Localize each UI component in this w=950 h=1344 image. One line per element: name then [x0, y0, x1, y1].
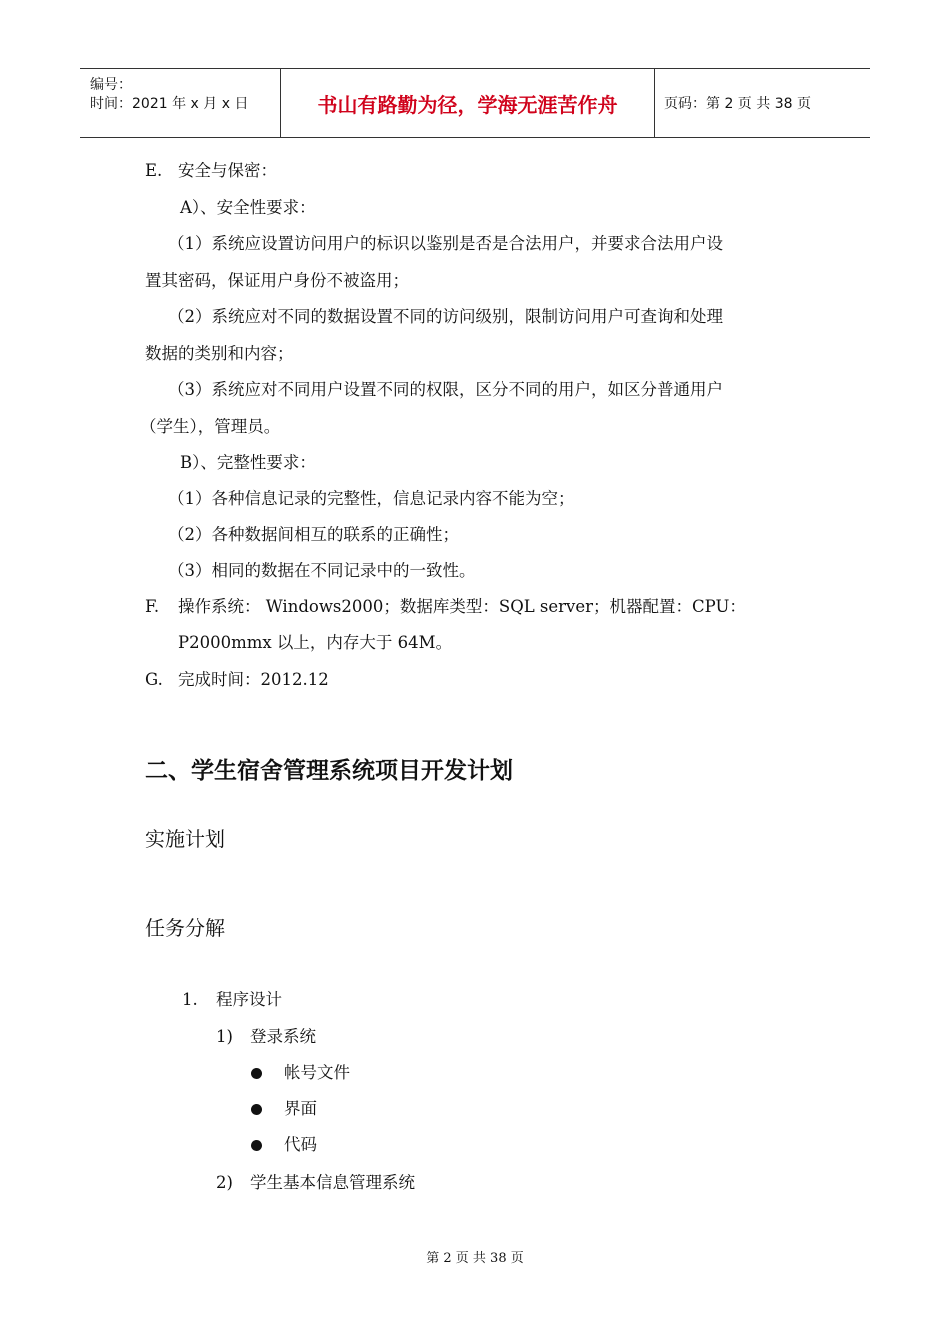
- header-number: 编号：: [90, 77, 132, 93]
- plan-subheading-implementation: 实施计划: [145, 827, 225, 851]
- list-item: 代码: [284, 1135, 317, 1154]
- section-e-label: E.: [145, 161, 163, 180]
- paragraph-line: （1）系统应设置访问用户的标识以鉴别是否是合法用户，并要求合法用户设: [168, 234, 723, 253]
- section-g-label: G.: [145, 670, 163, 689]
- bullet-icon: [251, 1140, 262, 1151]
- header-divider: [654, 69, 655, 137]
- subsection-b-title: B）、完整性要求：: [180, 453, 316, 472]
- header-page-number: 页码：第 2 页 共 38 页: [664, 96, 811, 112]
- header-time: 时间：2021 年 x 月 x 日: [90, 96, 249, 112]
- paragraph-line: 数据的类别和内容；: [145, 344, 294, 363]
- paragraph-line: （2）各种数据间相互的联系的正确性；: [168, 525, 459, 544]
- header-motto: 书山有路勤为径，学海无涯苦作舟: [317, 92, 618, 117]
- bullet-icon: [251, 1068, 262, 1079]
- bullet-icon: [251, 1104, 262, 1115]
- list-item-number: 1.: [182, 990, 198, 1009]
- subsection-a-title: A）、安全性要求：: [180, 198, 316, 217]
- section-e-title: 安全与保密：: [178, 161, 277, 180]
- list-item: 帐号文件: [284, 1063, 350, 1082]
- page-header: [80, 68, 870, 138]
- plan-heading: 二、学生宿舍管理系统项目开发计划: [145, 758, 513, 784]
- paragraph-line: 置其密码，保证用户身份不被盗用；: [145, 271, 409, 290]
- list-item: 界面: [284, 1099, 317, 1118]
- plan-subheading-tasks: 任务分解: [145, 916, 225, 940]
- paragraph-line: P2000mmx 以上，内存大于 64M。: [178, 633, 453, 652]
- list-item: 登录系统: [250, 1027, 316, 1046]
- page-footer: 第 2 页 共 38 页: [426, 1251, 524, 1266]
- paragraph-line: 操作系统： Windows2000；数据库类型：SQL server；机器配置：CPU：: [178, 597, 746, 616]
- list-item: 程序设计: [216, 990, 282, 1009]
- paragraph-line: （3）相同的数据在不同记录中的一致性。: [168, 561, 476, 580]
- list-item-number: 1): [216, 1027, 233, 1046]
- paragraph-line: （3）系统应对不同用户设置不同的权限，区分不同的用户，如区分普通用户: [168, 380, 723, 399]
- header-info-cell: [80, 69, 280, 137]
- section-f-label: F.: [145, 597, 160, 616]
- list-item-number: 2): [216, 1173, 233, 1192]
- paragraph-line: （学生），管理员。: [140, 417, 281, 436]
- section-g-text: 完成时间：2012.12: [178, 670, 329, 689]
- list-item: 学生基本信息管理系统: [250, 1173, 415, 1192]
- paragraph-line: （1）各种信息记录的完整性，信息记录内容不能为空；: [168, 489, 575, 508]
- paragraph-line: （2）系统应对不同的数据设置不同的访问级别，限制访问用户可查询和处理: [168, 307, 723, 326]
